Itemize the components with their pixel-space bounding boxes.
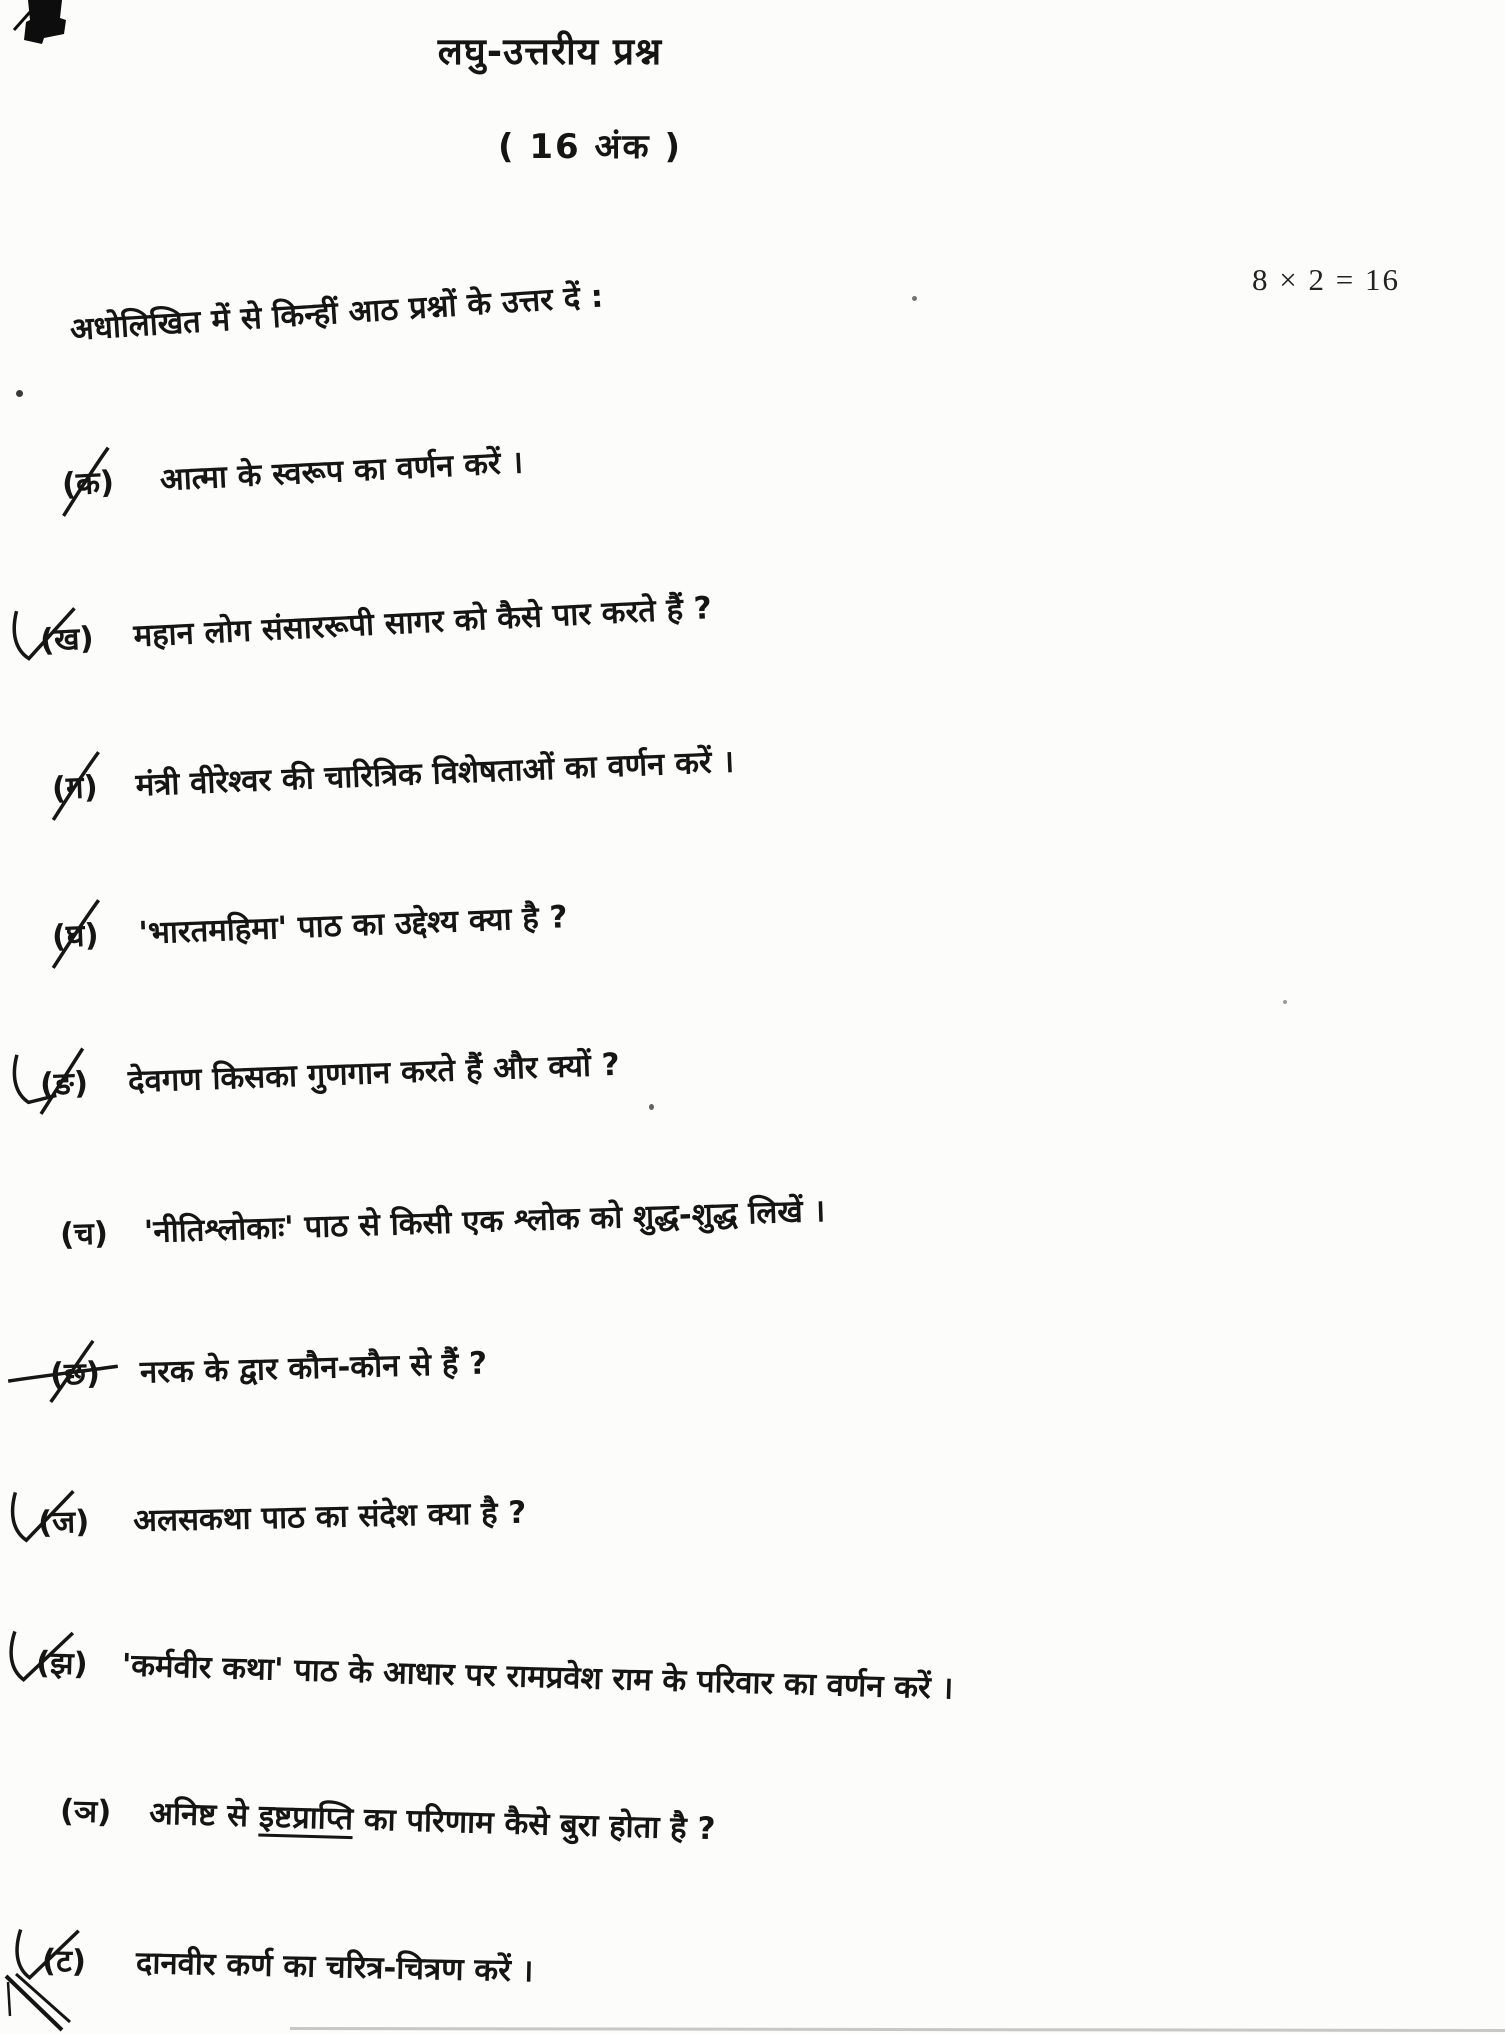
question-label: (ग) xyxy=(51,769,99,807)
question-row xyxy=(49,1341,487,1398)
question-label: (छ) xyxy=(49,1355,101,1393)
question-label: (ङ) xyxy=(39,1065,89,1103)
question-label: (ट) xyxy=(41,1943,87,1980)
question-label-wrap xyxy=(35,1640,88,1687)
scan-edge-line xyxy=(290,2027,1505,2032)
question-row xyxy=(39,1042,620,1108)
question-row xyxy=(51,739,735,812)
question-label: (झ) xyxy=(35,1645,89,1683)
question-label-wrap xyxy=(59,1211,108,1258)
question-row xyxy=(38,1490,527,1546)
question-text: 'नीतिश्लोकाः' पाठ से किसी एक श्लोक को शुद्ध-शुद्ध लिखें । xyxy=(143,1192,826,1251)
scan-speck xyxy=(1283,1000,1287,1004)
question-text: अलसकथा पाठ का संदेश क्या है ? xyxy=(132,1494,527,1539)
question-text: मंत्री वीरेश्वर की चारित्रिक विशेषताओं का वर्णन करें । xyxy=(135,743,735,804)
question-text: महान लोग संसाररूपी सागर को कैसे पार करते हैं ? xyxy=(132,590,713,655)
instruction-line: अधोलिखित में से किन्हीं आठ प्रश्नों के उत्तर दें : xyxy=(68,278,605,348)
question-label-wrap xyxy=(38,1499,90,1546)
question-label: (ञ) xyxy=(59,1793,112,1831)
question-label: (ज) xyxy=(37,1503,90,1541)
question-text: नरक के द्वार कौन-कौन से हैं ? xyxy=(139,1345,488,1391)
question-text: आत्मा के स्वरूप का वर्णन करें । xyxy=(159,444,524,499)
question-text: दानवीर कर्ण का चरित्र-चित्रण करें । xyxy=(135,1944,534,1990)
question-row xyxy=(59,1188,826,1258)
question-text xyxy=(149,1791,716,1853)
question-text: 'भारतमहिमा' पाठ का उद्देश्य क्या है ? xyxy=(137,899,569,952)
text-part: का परिणाम कैसे बुरा होता है ? xyxy=(352,1801,716,1848)
question-text: 'कर्मवीर कथा' पाठ के आधार पर रामप्रवेश राम के परिवार का वर्णन करें । xyxy=(121,1647,954,1707)
scan-speck xyxy=(912,296,917,301)
question-row xyxy=(39,585,713,664)
question-label-wrap xyxy=(59,1788,112,1835)
scan-speck xyxy=(16,390,23,397)
question-label: (क) xyxy=(61,464,115,503)
question-label-wrap xyxy=(39,1060,89,1108)
question-label-wrap xyxy=(39,615,95,664)
page-title: लघु-उत्तरीय प्रश्न xyxy=(437,30,663,73)
question-label-wrap xyxy=(61,459,115,507)
question-row xyxy=(61,439,524,507)
question-row xyxy=(42,1938,534,1994)
marks-formula: 8 × 2 = 16 xyxy=(1252,262,1400,297)
underlined-word: इष्टप्राप्ति xyxy=(258,1798,354,1838)
question-text: देवगण किसका गुणगान करते हैं और क्यों ? xyxy=(127,1046,621,1100)
question-row xyxy=(51,894,568,960)
handwritten-stroke-mark xyxy=(0,1972,80,2034)
text-part: अनिष्ट से xyxy=(148,1795,260,1835)
question-label-wrap xyxy=(49,1351,100,1398)
question-label-wrap xyxy=(51,912,99,960)
scan-speck xyxy=(649,1104,654,1110)
question-label-wrap xyxy=(51,764,99,812)
question-row xyxy=(59,1788,716,1852)
question-row xyxy=(35,1640,954,1712)
question-label: (ख) xyxy=(39,620,95,659)
corner-ink-blob xyxy=(10,0,80,50)
question-label: (च) xyxy=(59,1215,109,1253)
marks-heading: ( 16 अंक ) xyxy=(498,127,682,167)
question-label: (घ) xyxy=(51,917,100,955)
